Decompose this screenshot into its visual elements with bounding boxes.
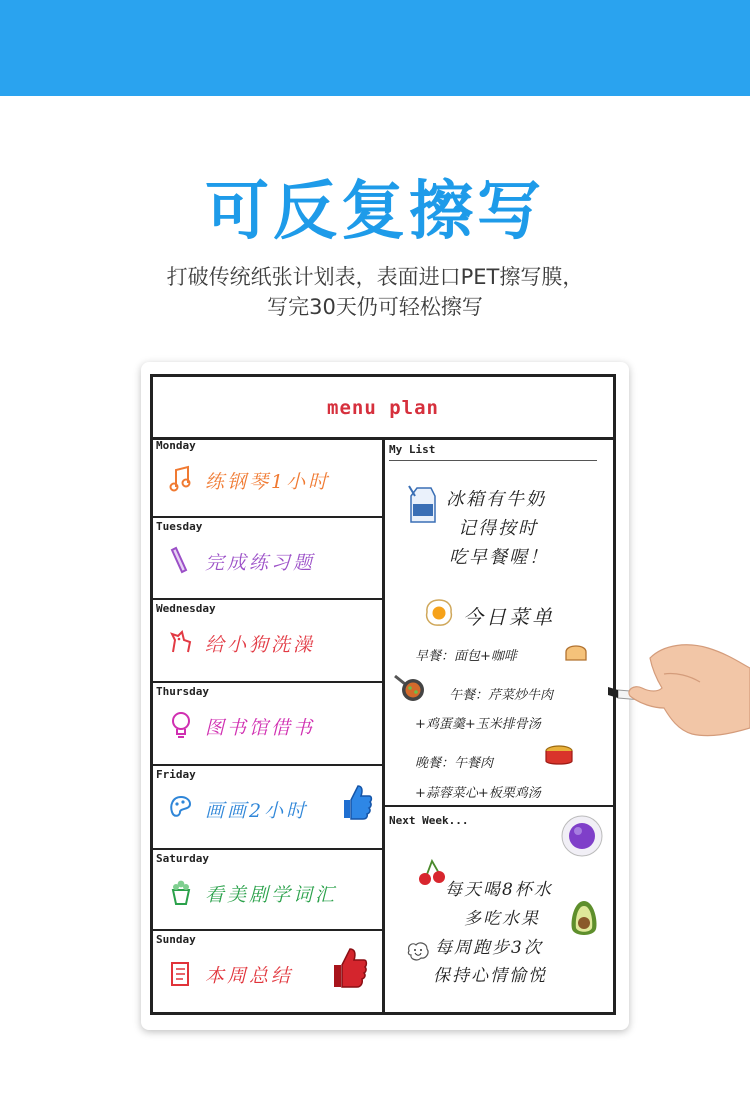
dog-icon bbox=[168, 628, 194, 656]
day-column bbox=[153, 437, 385, 1012]
popcorn-icon bbox=[168, 878, 194, 906]
lunch-line-1: 午餐：芹菜炒牛肉 bbox=[449, 688, 554, 703]
day-tuesday bbox=[153, 518, 382, 600]
day-saturday bbox=[153, 850, 382, 931]
my-list-label: My List bbox=[389, 443, 436, 456]
notepad-icon bbox=[168, 959, 194, 987]
planner-frame bbox=[150, 374, 616, 1015]
headline: 可反复擦写 bbox=[205, 175, 545, 249]
next-week-label: Next Week... bbox=[389, 814, 469, 827]
section-divider bbox=[382, 805, 616, 807]
day-thursday bbox=[153, 683, 382, 766]
day-task: 给小狗洗澡 bbox=[205, 634, 316, 656]
day-label: Tuesday bbox=[156, 520, 203, 533]
day-friday bbox=[153, 766, 382, 850]
next-week-line-1: 每天喝8杯水 bbox=[445, 880, 553, 900]
day-task: 完成练习题 bbox=[205, 552, 316, 574]
cherry-icon bbox=[416, 857, 446, 887]
day-task: 练钢琴1小时 bbox=[205, 471, 331, 493]
day-task: 看美剧学词汇 bbox=[205, 884, 338, 906]
hand-with-marker-image bbox=[590, 638, 750, 748]
subline-2: 写完30天仍可轻松擦写 bbox=[267, 295, 483, 319]
dinner-line-1: 晚餐：午餐肉 bbox=[415, 756, 494, 771]
next-week-line-3: 每周跑步3次 bbox=[435, 938, 543, 958]
frying-pan-icon bbox=[393, 672, 427, 704]
milk-carton-icon bbox=[405, 484, 439, 524]
pencil-icon bbox=[168, 546, 194, 574]
purple-push-pin-magnet-icon bbox=[559, 813, 605, 859]
note-line-1: 冰箱有牛奶 bbox=[446, 489, 546, 510]
my-list-underline bbox=[389, 460, 597, 461]
subline-1: 打破传统纸张计划表，表面进口PET擦写膜， bbox=[166, 265, 584, 289]
palette-icon bbox=[168, 794, 194, 822]
whiteboard bbox=[141, 362, 629, 1030]
day-label: Wednesday bbox=[156, 602, 216, 615]
top-banner-bar bbox=[0, 0, 750, 96]
bread-icon bbox=[563, 640, 589, 662]
next-week-line-2: 多吃水果 bbox=[464, 909, 540, 929]
day-label: Sunday bbox=[156, 933, 196, 946]
day-label: Monday bbox=[156, 439, 196, 452]
day-label: Thursday bbox=[156, 685, 209, 698]
dinner-line-2: +蒜蓉菜心+板栗鸡汤 bbox=[415, 786, 541, 801]
day-task: 画画2小时 bbox=[205, 800, 309, 822]
music-note-icon bbox=[168, 465, 194, 493]
day-wednesday bbox=[153, 600, 382, 683]
note-line-3: 吃早餐喔！ bbox=[449, 547, 549, 568]
red-thumbs-up-magnet-icon bbox=[328, 945, 370, 993]
next-week-line-4: 保持心情愉悦 bbox=[433, 966, 547, 986]
day-task: 图书馆借书 bbox=[205, 717, 316, 739]
day-sunday bbox=[153, 931, 382, 1012]
smiley-face-icon bbox=[405, 939, 431, 965]
day-label: Friday bbox=[156, 768, 196, 781]
breakfast-line: 早餐：面包+咖啡 bbox=[415, 649, 517, 664]
day-label: Saturday bbox=[156, 852, 209, 865]
title-row bbox=[153, 377, 613, 440]
day-monday bbox=[153, 437, 382, 518]
note-line-2: 记得按时 bbox=[458, 518, 538, 539]
day-task: 本周总结 bbox=[205, 965, 294, 987]
fried-egg-icon bbox=[423, 597, 455, 629]
lunch-line-2: +鸡蛋羹+玉米排骨汤 bbox=[415, 717, 541, 732]
avocado-icon bbox=[568, 899, 600, 941]
canned-meat-icon bbox=[543, 743, 575, 769]
lightbulb-icon bbox=[168, 711, 194, 739]
board-title: menu plan bbox=[327, 397, 439, 419]
menu-title: 今日菜单 bbox=[463, 605, 555, 629]
blue-thumbs-up-magnet-icon bbox=[338, 782, 374, 822]
